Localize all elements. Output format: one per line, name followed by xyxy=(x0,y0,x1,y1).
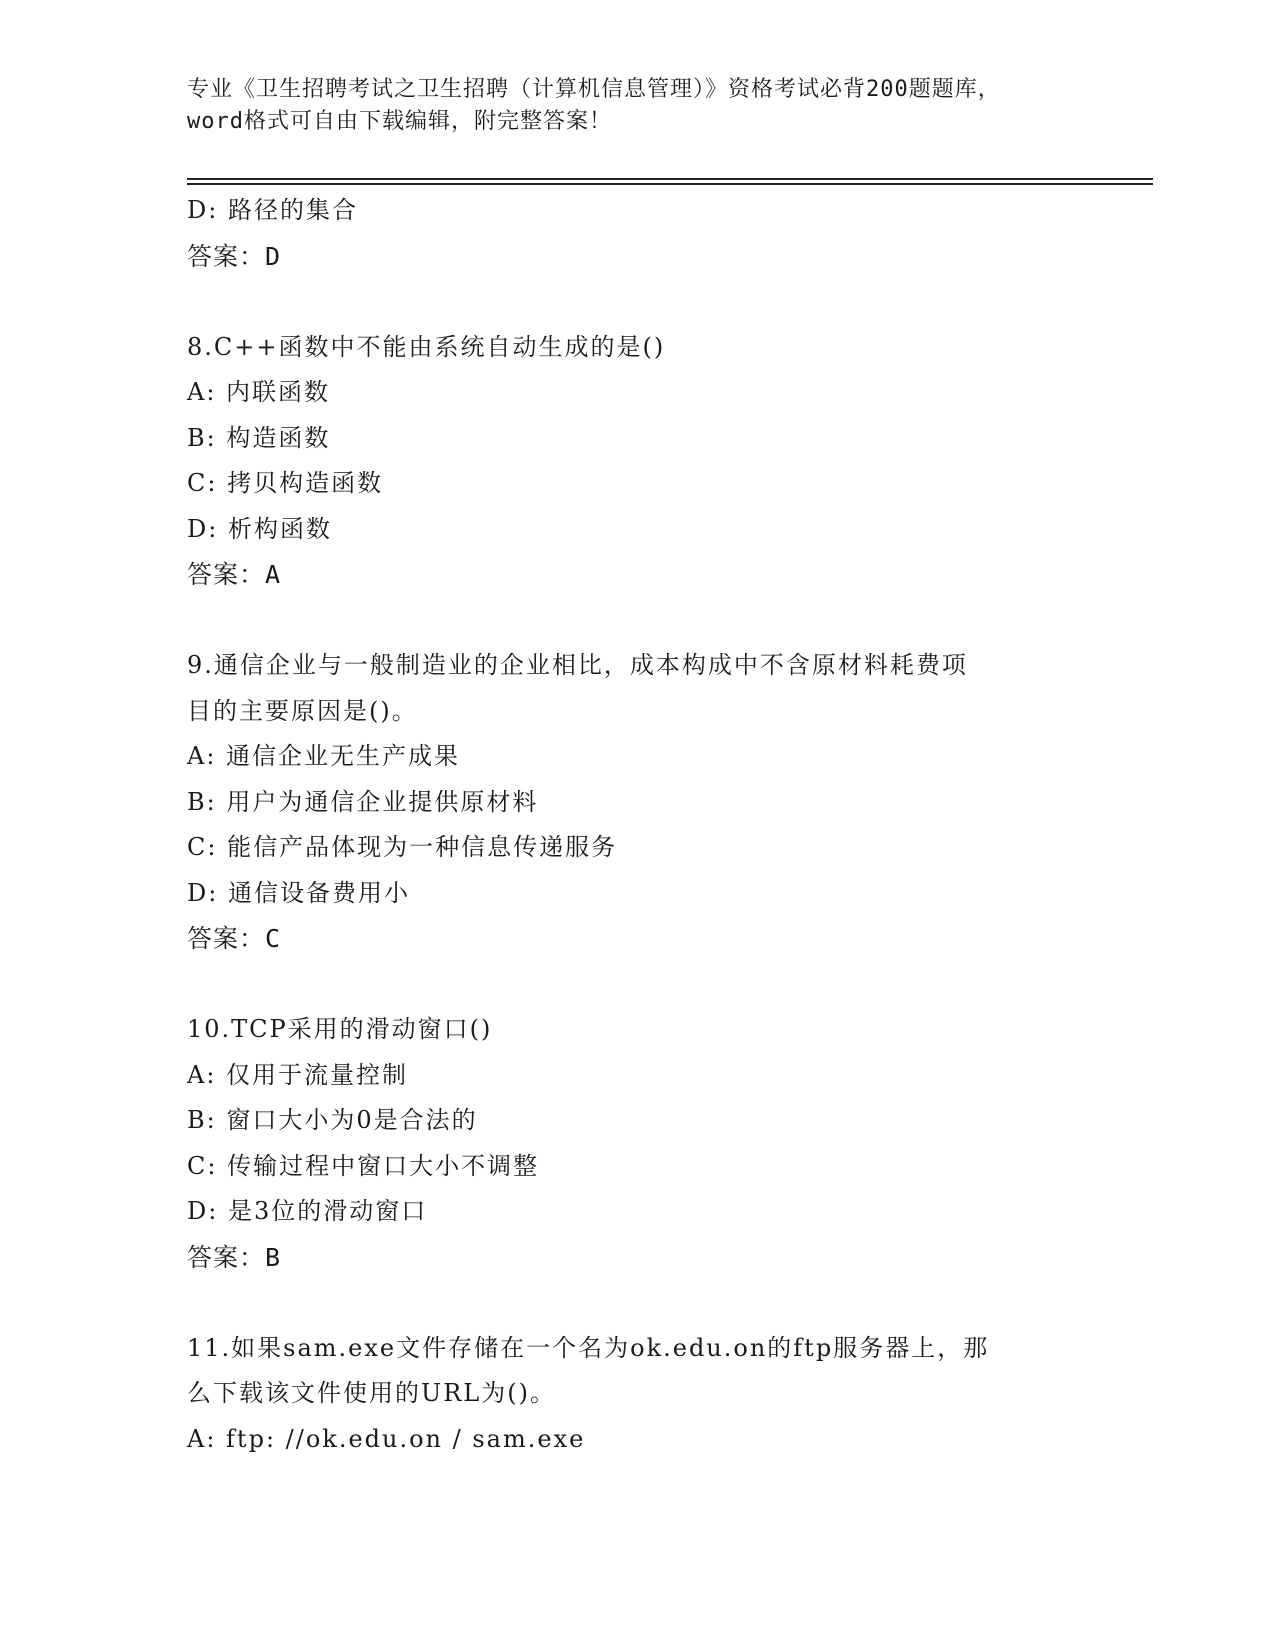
option-a: A: 仅用于流量控制 xyxy=(187,1060,409,1089)
option-c: C: 能信产品体现为一种信息传递服务 xyxy=(187,833,618,861)
option-b: B: 窗口大小为0是合法的 xyxy=(187,1106,478,1134)
option-d: D: 析构函数 xyxy=(187,514,332,543)
answer-line: 答案：A xyxy=(187,560,282,589)
question-stem: 9.通信企业与一般制造业的企业相比，成本构成中不含原材料耗费项 xyxy=(187,651,968,679)
question-10 xyxy=(187,1007,1153,1280)
header-rule-top xyxy=(187,178,1153,180)
option-b: B: 用户为通信企业提供原材料 xyxy=(187,787,539,816)
option-a: A: 通信企业无生产成果 xyxy=(187,742,461,770)
answer-line: 答案：B xyxy=(187,1242,282,1272)
question-stem-cont: 么下载该文件使用的URL为()。 xyxy=(187,1379,556,1407)
question-11 xyxy=(187,1326,1153,1463)
option-a: A: ftp: //ok.edu.on / sam.exe xyxy=(187,1424,586,1453)
question-stem: 8.C++函数中不能由系统自动生成的是() xyxy=(187,332,666,361)
question-8 xyxy=(187,325,1153,598)
header-line-1: 专业《卫生招聘考试之卫生招聘（计算机信息管理）》资格考试必背200题题库， xyxy=(187,77,1001,102)
document-header xyxy=(187,74,1087,138)
option-b: B: 构造函数 xyxy=(187,423,331,452)
header-rule-bottom xyxy=(187,183,1153,185)
option-d: D: 是3位的滑动窗口 xyxy=(187,1197,428,1225)
answer-line: 答案：C xyxy=(187,924,282,953)
option-c: C: 传输过程中窗口大小不调整 xyxy=(187,1151,540,1180)
question-stem-cont: 目的主要原因是()。 xyxy=(187,696,418,725)
option-d: D: 路径的集合 xyxy=(187,196,358,224)
header-line-2: word格式可自由下载编辑，附完整答案！ xyxy=(187,109,612,134)
question-stem: 10.TCP采用的滑动窗口() xyxy=(187,1015,493,1043)
question-9 xyxy=(187,643,1153,962)
continued-question xyxy=(187,188,1153,279)
question-list xyxy=(187,188,1153,1462)
answer-line: 答案：D xyxy=(187,241,282,271)
option-d: D: 通信设备费用小 xyxy=(187,878,410,907)
option-a: A: 内联函数 xyxy=(187,378,331,406)
question-stem: 11.如果sam.exe文件存储在一个名为ok.edu.on的ftp服务器上，那 xyxy=(187,1333,990,1362)
option-c: C: 拷贝构造函数 xyxy=(187,469,384,497)
